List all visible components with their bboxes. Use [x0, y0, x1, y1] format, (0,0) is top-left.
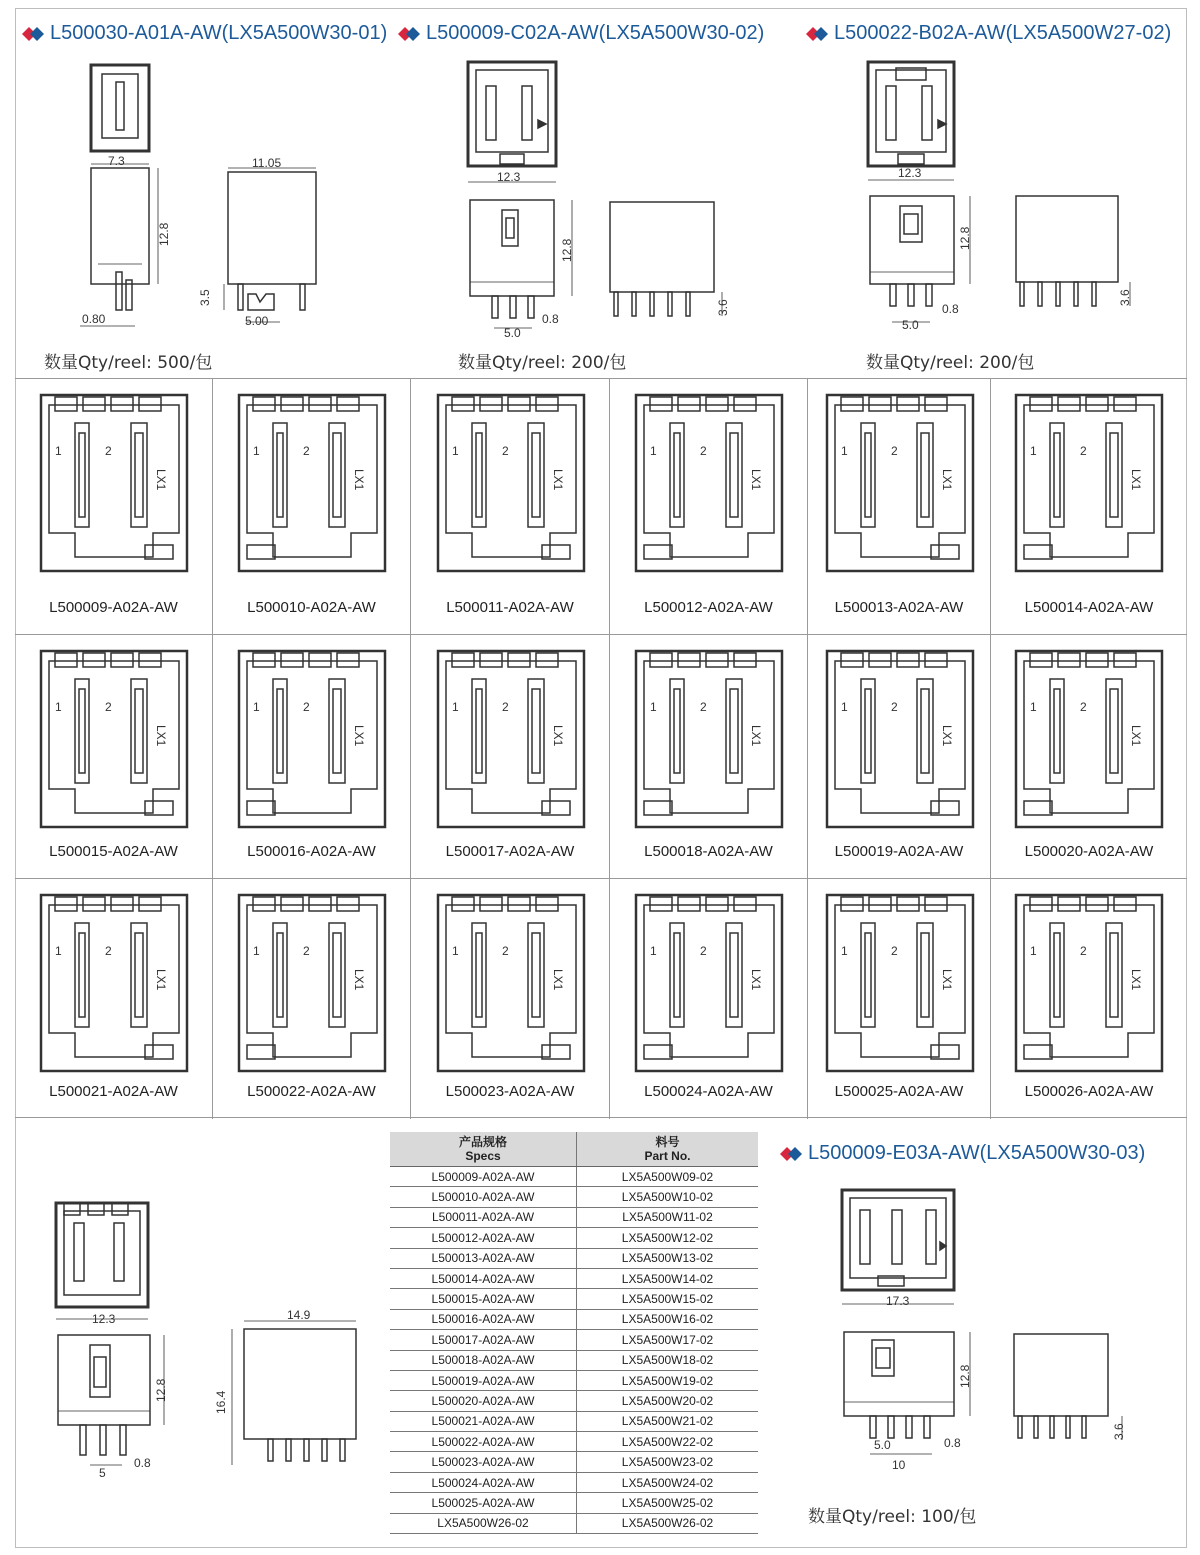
footprint-part-label: L500023-A02A-AW	[445, 1083, 575, 1100]
pin-1-label: 1	[253, 444, 260, 458]
dim-p5-pitch: 5.0	[874, 1438, 891, 1452]
dim-p1-depth: 11.05	[252, 156, 282, 170]
spec-cell: L500023-A02A-AW	[390, 1452, 577, 1472]
dim-p4-width: 12.3	[92, 1312, 116, 1326]
spec-cell: L500016-A02A-AW	[390, 1309, 577, 1329]
pin-2-label: 2	[105, 944, 112, 958]
table-row	[390, 1309, 758, 1329]
pin-2-label: 2	[303, 700, 310, 714]
product-2-drawing	[460, 60, 740, 350]
table-header-specs: 产品规格 Specs	[390, 1132, 577, 1167]
footprint-cell	[15, 879, 213, 1119]
table-row	[390, 1370, 758, 1390]
footprint-cell	[213, 379, 411, 635]
footprint-part-label: L500022-A02A-AW	[247, 1083, 376, 1100]
footprint-part-label: L500012-A02A-AW	[644, 599, 773, 616]
lx1-mark-label: LX1	[154, 969, 168, 991]
qty-product-2: 数量Qty/reel: 200/包	[458, 353, 627, 373]
qty-product-1: 数量Qty/reel: 500/包	[44, 353, 213, 373]
table-row	[390, 1411, 758, 1431]
spec-cell: L500019-A02A-AW	[390, 1370, 577, 1390]
table-row	[390, 1513, 758, 1533]
pin-1-label: 1	[650, 944, 657, 958]
table-row	[390, 1432, 758, 1452]
pin-1-label: 1	[253, 944, 260, 958]
pin-1-label: 1	[55, 944, 62, 958]
part-no-cell: LX5A500W10-02	[577, 1187, 759, 1207]
diamond-bullet-icon	[22, 27, 44, 41]
table-row	[390, 1330, 758, 1350]
dim-p5-height: 12.8	[958, 1364, 972, 1388]
part-no-cell: LX5A500W23-02	[577, 1452, 759, 1472]
pin-1-label: 1	[452, 444, 459, 458]
header-product-3-text: L500022-B02A-AW(LX5A500W27-02)	[834, 22, 1172, 44]
footprint-cell	[808, 379, 991, 635]
part-no-cell: LX5A500W17-02	[577, 1330, 759, 1350]
footprint-part-label: L500024-A02A-AW	[644, 1083, 773, 1100]
dim-p4-height2: 16.4	[214, 1390, 228, 1414]
table-row	[390, 1452, 758, 1472]
footprint-part-label: L500026-A02A-AW	[1024, 1083, 1154, 1100]
pin-1-label: 1	[1030, 944, 1037, 958]
pin-2-label: 2	[1080, 700, 1087, 714]
header-product-2	[398, 22, 764, 45]
part-no-cell: LX5A500W12-02	[577, 1228, 759, 1248]
table-row	[390, 1167, 758, 1187]
footprint-part-label: L500021-A02A-AW	[49, 1083, 178, 1100]
part-no-cell: LX5A500W18-02	[577, 1350, 759, 1370]
header-product-2-text: L500009-C02A-AW(LX5A500W30-02)	[426, 22, 765, 44]
table-row	[390, 1187, 758, 1207]
connector-footprint-drawing	[436, 893, 586, 1073]
pin-2-label: 2	[502, 444, 509, 458]
connector-footprint-drawing	[825, 649, 975, 829]
spec-cell: L500021-A02A-AW	[390, 1411, 577, 1431]
part-no-cell: LX5A500W09-02	[577, 1167, 759, 1187]
table-header-row	[390, 1132, 758, 1167]
dim-p5-width: 17.3	[886, 1294, 910, 1308]
dim-p2-width: 12.3	[497, 170, 521, 184]
part-no-cell: LX5A500W25-02	[577, 1493, 759, 1513]
footprint-cell	[808, 635, 991, 879]
spec-cell: LX5A500W26-02	[390, 1513, 577, 1533]
product-4-drawing	[50, 1195, 380, 1495]
lx1-mark-label: LX1	[352, 469, 366, 491]
lx1-mark-label: LX1	[940, 469, 954, 491]
lx1-mark-label: LX1	[551, 725, 565, 747]
footprint-part-label: L500014-A02A-AW	[1024, 599, 1154, 616]
pin-2-label: 2	[891, 444, 898, 458]
pin-2-label: 2	[891, 944, 898, 958]
part-no-cell: LX5A500W20-02	[577, 1391, 759, 1411]
pin-2-label: 2	[303, 944, 310, 958]
connector-footprint-drawing	[237, 893, 387, 1073]
dim-p3-pin: 3.6	[1118, 289, 1132, 306]
pin-2-label: 2	[700, 444, 707, 458]
connector-footprint-drawing	[436, 393, 586, 573]
product-5-drawing	[836, 1186, 1146, 1476]
pin-2-label: 2	[303, 444, 310, 458]
header-product-1	[22, 22, 387, 45]
part-no-cell: LX5A500W24-02	[577, 1472, 759, 1492]
dim-p1-height: 12.8	[157, 222, 171, 246]
spec-cell: L500018-A02A-AW	[390, 1350, 577, 1370]
connector-footprint-drawing	[1014, 649, 1164, 829]
connector-footprint-drawing	[39, 393, 189, 573]
dim-p2-pitch: 5.0	[504, 326, 521, 340]
pin-1-label: 1	[650, 700, 657, 714]
lx1-mark-label: LX1	[352, 725, 366, 747]
lx1-mark-label: LX1	[154, 725, 168, 747]
footprint-part-label: L500019-A02A-AW	[834, 843, 964, 860]
pin-2-label: 2	[891, 700, 898, 714]
spec-cell: L500025-A02A-AW	[390, 1493, 577, 1513]
dim-p5-pin: 3.6	[1112, 1423, 1126, 1440]
connector-footprint-drawing	[237, 649, 387, 829]
footprint-part-label: L500020-A02A-AW	[1024, 843, 1154, 860]
dim-p5-span: 10	[892, 1458, 906, 1472]
table-header-partno: 料号 Part No.	[577, 1132, 759, 1167]
connector-footprint-drawing	[39, 649, 189, 829]
connector-footprint-drawing	[1014, 393, 1164, 573]
connector-footprint-drawing	[825, 893, 975, 1073]
connector-footprint-drawing	[1014, 893, 1164, 1073]
lx1-mark-label: LX1	[551, 969, 565, 991]
spec-cell: L500013-A02A-AW	[390, 1248, 577, 1268]
pin-1-label: 1	[650, 444, 657, 458]
connector-footprint-drawing	[237, 393, 387, 573]
footprint-cell	[991, 879, 1187, 1119]
footprint-cell	[411, 635, 610, 879]
dim-p2-height: 12.8	[560, 238, 574, 262]
spec-cell: L500014-A02A-AW	[390, 1268, 577, 1288]
pin-1-label: 1	[253, 700, 260, 714]
dim-p2-pin: 3.6	[716, 299, 730, 316]
header-product-4	[780, 1142, 1145, 1165]
footprint-part-label: L500017-A02A-AW	[445, 843, 575, 860]
table-row	[390, 1207, 758, 1227]
connector-footprint-drawing	[436, 649, 586, 829]
pin-2-label: 2	[105, 700, 112, 714]
table-row	[390, 1289, 758, 1309]
spec-cell: L500020-A02A-AW	[390, 1391, 577, 1411]
lx1-mark-label: LX1	[749, 469, 763, 491]
dim-p4-depth: 14.9	[287, 1308, 311, 1322]
lx1-mark-label: LX1	[1129, 725, 1143, 747]
spec-cell: L500012-A02A-AW	[390, 1228, 577, 1248]
table-row	[390, 1248, 758, 1268]
lx1-mark-label: LX1	[749, 725, 763, 747]
dim-p1-width: 7.3	[108, 154, 125, 168]
footprint-part-label: L500010-A02A-AW	[247, 599, 376, 616]
spec-cell: L500010-A02A-AW	[390, 1187, 577, 1207]
lx1-mark-label: LX1	[749, 969, 763, 991]
dim-p2-pinwidth: 0.8	[542, 312, 559, 326]
lx1-mark-label: LX1	[551, 469, 565, 491]
lx1-mark-label: LX1	[1129, 469, 1143, 491]
part-no-cell: LX5A500W22-02	[577, 1432, 759, 1452]
dim-p1-pinwidth: 0.80	[82, 312, 106, 326]
qty-product-5: 数量Qty/reel: 100/包	[808, 1507, 977, 1527]
table-row	[390, 1391, 758, 1411]
footprint-part-label: L500016-A02A-AW	[247, 843, 376, 860]
pin-1-label: 1	[1030, 444, 1037, 458]
footprint-part-label: L500013-A02A-AW	[834, 599, 964, 616]
footprint-cell	[991, 379, 1187, 635]
dim-p1-pin: 3.5	[198, 289, 212, 306]
lx1-mark-label: LX1	[154, 469, 168, 491]
lx1-mark-label: LX1	[940, 725, 954, 747]
footprint-cell	[15, 635, 213, 879]
pin-2-label: 2	[105, 444, 112, 458]
header-product-3	[806, 22, 1171, 45]
dim-p4-height: 12.8	[154, 1378, 168, 1402]
part-no-cell: LX5A500W16-02	[577, 1309, 759, 1329]
lx1-mark-label: LX1	[352, 969, 366, 991]
footprint-part-label: L500018-A02A-AW	[644, 843, 773, 860]
pin-2-label: 2	[700, 944, 707, 958]
spec-cell: L500024-A02A-AW	[390, 1472, 577, 1492]
footprint-cell	[610, 879, 808, 1119]
dim-p3-pitch: 5.0	[902, 318, 919, 332]
dim-p3-pinwidth: 0.8	[942, 302, 959, 316]
footprint-cell	[808, 879, 991, 1119]
pin-2-label: 2	[700, 700, 707, 714]
table-row	[390, 1268, 758, 1288]
table-row	[390, 1228, 758, 1248]
pin-1-label: 1	[841, 944, 848, 958]
pin-2-label: 2	[502, 944, 509, 958]
product-3-drawing	[860, 60, 1150, 350]
part-no-cell: LX5A500W13-02	[577, 1248, 759, 1268]
part-no-cell: LX5A500W26-02	[577, 1513, 759, 1533]
footprint-part-label: L500011-A02A-AW	[446, 599, 574, 616]
part-number-table	[390, 1132, 758, 1534]
part-no-cell: LX5A500W15-02	[577, 1289, 759, 1309]
diamond-bullet-icon	[398, 27, 420, 41]
diamond-bullet-icon	[780, 1147, 802, 1161]
table-row	[390, 1472, 758, 1492]
footprint-part-label: L500009-A02A-AW	[49, 599, 178, 616]
header-product-1-text: L500030-A01A-AW(LX5A500W30-01)	[50, 22, 388, 44]
connector-footprint-drawing	[634, 649, 784, 829]
dim-p4-pinwidth: 0.8	[134, 1456, 151, 1470]
spec-cell: L500009-A02A-AW	[390, 1167, 577, 1187]
footprint-cell	[15, 379, 213, 635]
spec-cell: L500017-A02A-AW	[390, 1330, 577, 1350]
spec-cell: L500015-A02A-AW	[390, 1289, 577, 1309]
footprint-cell	[610, 635, 808, 879]
pin-1-label: 1	[452, 944, 459, 958]
pin-1-label: 1	[452, 700, 459, 714]
pin-1-label: 1	[841, 700, 848, 714]
qty-product-3: 数量Qty/reel: 200/包	[866, 353, 1035, 373]
connector-footprint-drawing	[825, 393, 975, 573]
part-no-cell: LX5A500W14-02	[577, 1268, 759, 1288]
dim-p3-height: 12.8	[958, 226, 972, 250]
footprint-cell	[610, 379, 808, 635]
spec-cell: L500022-A02A-AW	[390, 1432, 577, 1452]
footprint-cell	[991, 635, 1187, 879]
footprint-grid	[15, 378, 1187, 1118]
pin-1-label: 1	[55, 444, 62, 458]
table-row	[390, 1493, 758, 1513]
dim-p4-pitch: 5	[99, 1466, 106, 1480]
part-no-cell: LX5A500W11-02	[577, 1207, 759, 1227]
dim-p3-width: 12.3	[898, 166, 922, 180]
connector-footprint-drawing	[634, 393, 784, 573]
diamond-bullet-icon	[806, 27, 828, 41]
connector-footprint-drawing	[634, 893, 784, 1073]
pin-1-label: 1	[55, 700, 62, 714]
header-product-4-text: L500009-E03A-AW(LX5A500W30-03)	[808, 1142, 1146, 1164]
pin-2-label: 2	[1080, 944, 1087, 958]
dim-p1-pitch: 5.00	[245, 314, 269, 328]
table-row	[390, 1350, 758, 1370]
pin-2-label: 2	[502, 700, 509, 714]
footprint-part-label: L500025-A02A-AW	[834, 1083, 964, 1100]
part-no-cell: LX5A500W21-02	[577, 1411, 759, 1431]
dim-p5-pinwidth: 0.8	[944, 1436, 961, 1450]
footprint-cell	[411, 379, 610, 635]
part-no-cell: LX5A500W19-02	[577, 1370, 759, 1390]
lx1-mark-label: LX1	[940, 969, 954, 991]
footprint-cell	[213, 879, 411, 1119]
lx1-mark-label: LX1	[1129, 969, 1143, 991]
spec-cell: L500011-A02A-AW	[390, 1207, 577, 1227]
footprint-cell	[411, 879, 610, 1119]
footprint-cell	[213, 635, 411, 879]
pin-2-label: 2	[1080, 444, 1087, 458]
pin-1-label: 1	[841, 444, 848, 458]
pin-1-label: 1	[1030, 700, 1037, 714]
footprint-part-label: L500015-A02A-AW	[49, 843, 178, 860]
connector-footprint-drawing	[39, 893, 189, 1073]
